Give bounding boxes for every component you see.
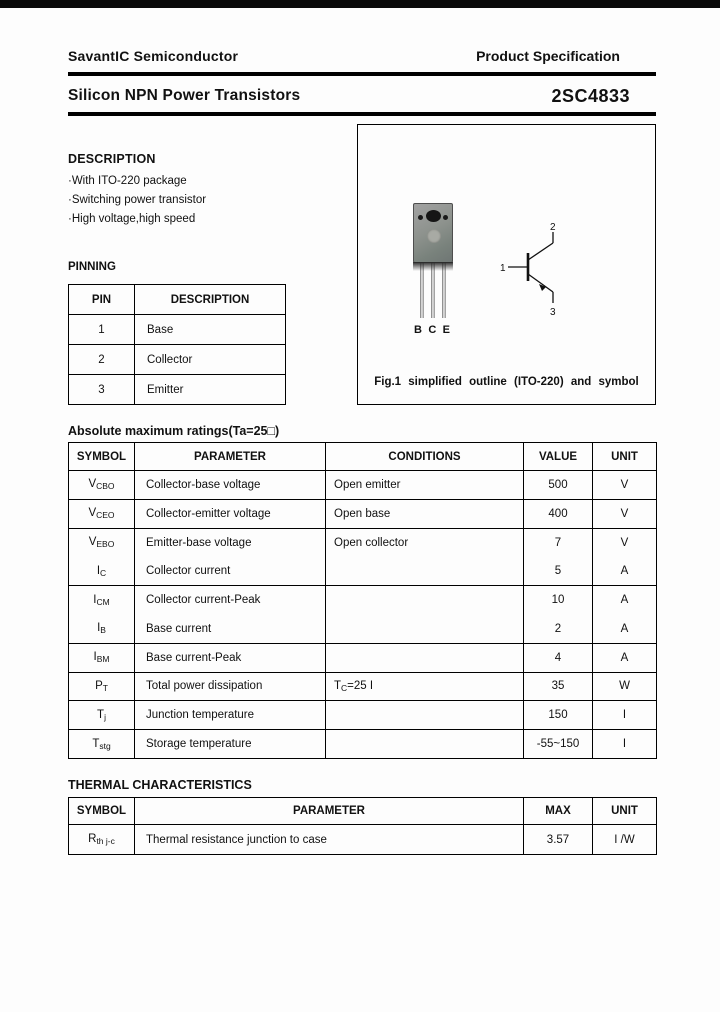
parameter-cell: Collector current <box>135 557 326 586</box>
pin-label-b: B <box>414 324 422 336</box>
table-row <box>69 471 657 500</box>
value-cell: 4 <box>524 643 593 672</box>
package-dot <box>443 215 448 220</box>
abs-header-row <box>69 443 657 471</box>
pinning-header-row <box>69 285 286 315</box>
unit-cell: A <box>593 586 657 615</box>
unit-cell: W <box>593 672 657 701</box>
table-row <box>69 614 657 643</box>
pinning-table <box>68 284 286 405</box>
conditions-cell <box>326 730 524 759</box>
value-cell: 10 <box>524 586 593 615</box>
conditions-cell <box>326 586 524 615</box>
column-header-symbol: SYMBOL <box>69 443 135 471</box>
parameter-cell: Base current <box>135 614 326 643</box>
column-header-symbol: SYMBOL <box>69 798 135 825</box>
column-header-pin: PIN <box>69 285 135 315</box>
value-cell: 5 <box>524 557 593 586</box>
unit-cell: A <box>593 557 657 586</box>
symbol-cell: $T_{stg}$ <box>69 730 135 759</box>
symbol-pin-1: 1 <box>500 263 506 274</box>
table-row <box>69 586 657 615</box>
parameter-cell: Base current-Peak <box>135 643 326 672</box>
symbol-cell: $I_{CM}$ <box>69 586 135 615</box>
table-row <box>69 557 657 586</box>
value-cell: 150 <box>524 701 593 730</box>
package-circle <box>427 229 441 243</box>
column-header-parameter: PARAMETER <box>135 443 326 471</box>
description-section <box>68 152 338 229</box>
column-header-value: VALUE <box>524 443 593 471</box>
table-row <box>69 345 286 375</box>
symbol-cell: $I_B$ <box>69 614 135 643</box>
pin-description: Collector <box>135 345 286 375</box>
parameter-cell: Collector-emitter voltage <box>135 499 326 528</box>
unit-cell: V <box>593 528 657 557</box>
parameter-cell: Collector-base voltage <box>135 471 326 500</box>
pin-label-c: C <box>428 324 437 336</box>
table-row <box>69 701 657 730</box>
table-row <box>69 375 286 405</box>
table-row <box>69 672 657 701</box>
description-item: ·With ITO-220 package <box>68 175 187 187</box>
value-cell: 500 <box>524 471 593 500</box>
description-item: ·Switching power transistor <box>68 194 207 206</box>
value-cell: 400 <box>524 499 593 528</box>
conditions-cell: Open collector <box>326 528 524 557</box>
unit-cell: A <box>593 643 657 672</box>
conditions-cell <box>326 643 524 672</box>
figure-caption: Fig.1 simplified outline (ITO-220) and symbol <box>374 376 639 388</box>
parameter-cell: Emitter-base voltage <box>135 528 326 557</box>
top-black-bar <box>0 0 720 8</box>
transistor-package-image <box>413 203 453 336</box>
parameter-cell: Thermal resistance junction to case <box>135 825 524 855</box>
part-number: 2SC4833 <box>551 85 630 106</box>
package-dot <box>418 215 423 220</box>
column-header-parameter: PARAMETER <box>135 798 524 825</box>
symbol-cell: $V_{EBO}$ <box>69 528 135 557</box>
pin-number: 1 <box>69 315 135 345</box>
pin-number: 3 <box>69 375 135 405</box>
unit-cell: I /W <box>593 825 657 855</box>
package-pin-labels <box>414 324 450 336</box>
description-heading: DESCRIPTION <box>68 152 156 166</box>
unit-cell: V <box>593 499 657 528</box>
unit-cell: I <box>593 701 657 730</box>
conditions-cell: $T_C=25$ I <box>326 672 524 701</box>
package-leg <box>420 263 424 318</box>
absolute-maximum-ratings-table <box>68 442 657 759</box>
unit-cell: A <box>593 614 657 643</box>
divider-rule-title <box>68 112 656 116</box>
package-leg <box>442 263 446 318</box>
max-cell: 3.57 <box>524 825 593 855</box>
spec-type-label: Product Specification <box>476 48 620 64</box>
table-row <box>69 825 657 855</box>
conditions-cell: Open emitter <box>326 471 524 500</box>
symbol-cell: $R_{th j-c}$ <box>69 825 135 855</box>
package-leg <box>431 263 435 318</box>
package-legs <box>413 263 453 320</box>
column-header-description: DESCRIPTION <box>135 285 286 315</box>
column-header-conditions: CONDITIONS <box>326 443 524 471</box>
symbol-cell: $P_T$ <box>69 672 135 701</box>
column-header-unit: UNIT <box>593 443 657 471</box>
page-title: Silicon NPN Power Transistors <box>68 87 301 104</box>
table-row <box>69 315 286 345</box>
parameter-cell: Junction temperature <box>135 701 326 730</box>
pin-label-e: E <box>442 324 450 336</box>
pin-description: Base <box>135 315 286 345</box>
figure-box <box>357 124 656 405</box>
npn-transistor-symbol <box>498 223 578 323</box>
symbol-pin-2: 2 <box>550 223 556 233</box>
parameter-cell: Collector current-Peak <box>135 586 326 615</box>
package-body <box>413 203 453 263</box>
column-header-unit: UNIT <box>593 798 657 825</box>
conditions-cell <box>326 557 524 586</box>
value-cell: 35 <box>524 672 593 701</box>
table-row <box>69 528 657 557</box>
mounting-hole <box>426 210 441 222</box>
table-row <box>69 643 657 672</box>
conditions-cell: Open base <box>326 499 524 528</box>
value-cell: -55~150 <box>524 730 593 759</box>
symbol-cell: $V_{CEO}$ <box>69 499 135 528</box>
abs-max-heading: Absolute maximum ratings(Ta=25□) <box>68 424 280 438</box>
conditions-cell <box>326 614 524 643</box>
conditions-cell <box>326 701 524 730</box>
symbol-cell: $I_C$ <box>69 557 135 586</box>
symbol-cell: $V_{CBO}$ <box>69 471 135 500</box>
column-header-max: MAX <box>524 798 593 825</box>
table-row <box>69 499 657 528</box>
parameter-cell: Storage temperature <box>135 730 326 759</box>
thermal-characteristics-table <box>68 797 657 855</box>
pin-number: 2 <box>69 345 135 375</box>
package-shadow <box>413 262 453 271</box>
company-name: SavantIC Semiconductor <box>68 48 239 64</box>
parameter-cell: Total power dissipation <box>135 672 326 701</box>
symbol-cell: $T_j$ <box>69 701 135 730</box>
document-header <box>68 48 656 64</box>
title-row <box>68 83 656 109</box>
thermal-header-row <box>69 798 657 825</box>
symbol-pin-3: 3 <box>550 307 556 318</box>
pin-description: Emitter <box>135 375 286 405</box>
value-cell: 7 <box>524 528 593 557</box>
symbol-cell: $I_{BM}$ <box>69 643 135 672</box>
description-item: ·High voltage,high speed <box>68 213 196 225</box>
divider-rule-top <box>68 72 656 76</box>
value-cell: 2 <box>524 614 593 643</box>
table-row <box>69 730 657 759</box>
thermal-heading: THERMAL CHARACTERISTICS <box>68 778 252 792</box>
unit-cell: I <box>593 730 657 759</box>
unit-cell: V <box>593 471 657 500</box>
pinning-heading: PINNING <box>68 261 116 273</box>
